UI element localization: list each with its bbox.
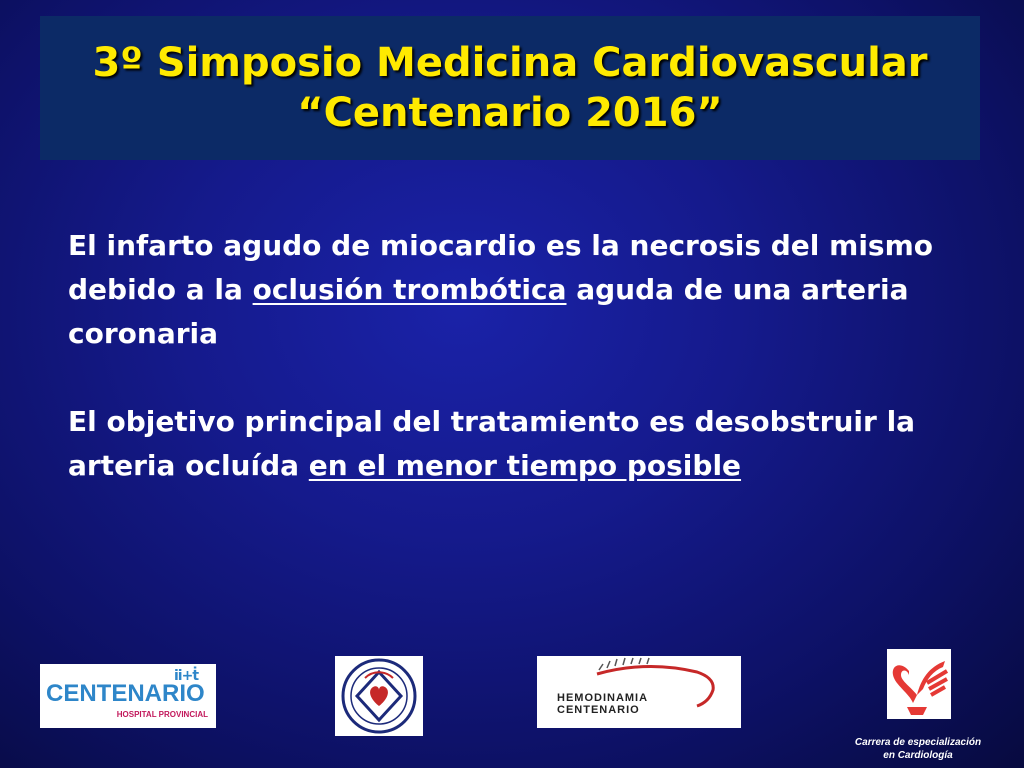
paragraph-definition-part2: aguda de una arteria coronaria	[68, 273, 909, 350]
underlined-term-oclusion: oclusión trombótica	[252, 273, 567, 306]
heart-wings-icon	[887, 649, 951, 719]
centenario-logo-name: CENTENARIO	[46, 680, 205, 707]
paragraph-objective-part1: El objetivo principal del tratamiento es desobstruir la arteria ocluída	[68, 405, 916, 482]
paragraph-objective	[68, 400, 978, 488]
paragraph-definition	[68, 224, 978, 356]
fac-seal-icon	[335, 656, 423, 736]
career-caption	[830, 736, 1006, 762]
cardiology-career-logo	[887, 649, 951, 719]
fac-seal-logo	[335, 656, 423, 736]
slide-title-line1: 3º Simposio Medicina Cardiovascular	[92, 40, 928, 86]
slide-title-line2: “Centenario 2016”	[297, 90, 723, 136]
career-caption-line2: en Cardiología	[883, 750, 953, 761]
title-box	[40, 16, 980, 160]
hemo-logo-line1: HEMODINAMIA	[557, 692, 649, 704]
career-caption-line1: Carrera de especialización	[854, 737, 982, 748]
hemodinamia-centenario-logo	[537, 656, 741, 728]
centenario-logo-subtitle: HOSPITAL PROVINCIAL	[116, 710, 208, 719]
centenario-hospital-logo	[40, 664, 216, 728]
people-icon: ii+ṫ	[174, 668, 199, 684]
hemo-logo-line2: CENTENARIO	[557, 704, 640, 716]
paragraph-definition-part1: El infarto agudo de miocardio es la necrosis del mismo debido a la	[68, 229, 933, 306]
body-text	[68, 224, 978, 532]
underlined-term-tiempo: en el menor tiempo posible	[308, 449, 742, 482]
